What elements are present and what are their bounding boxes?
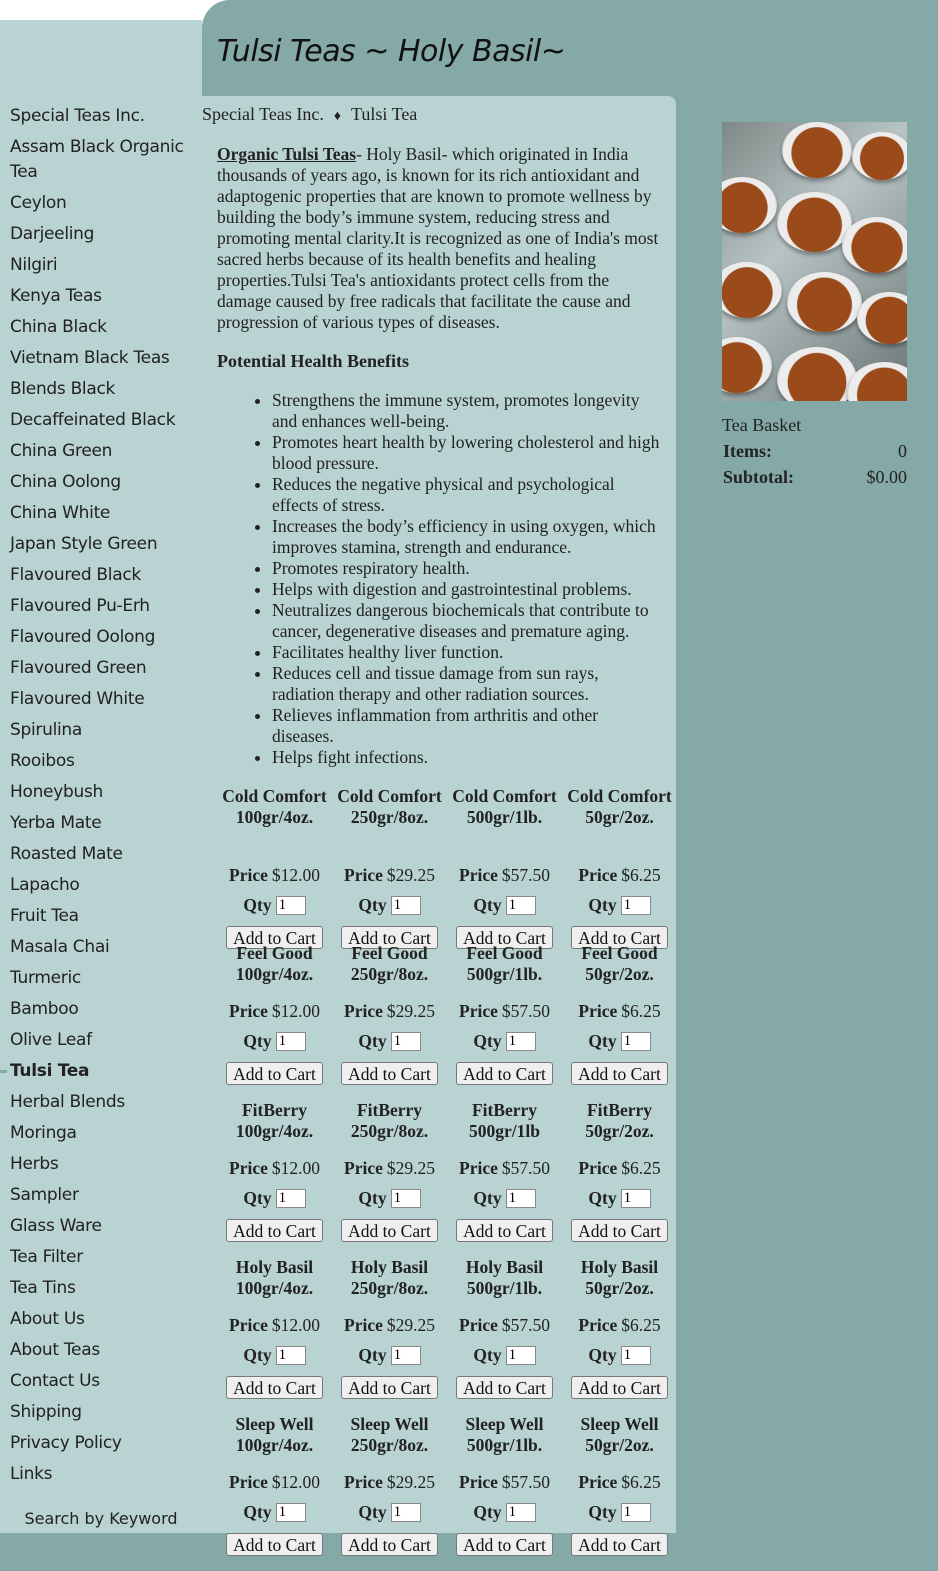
benefit-item: • Reduces cell and tissue damage from sun rays, radiation therapy and other radiation sources. — [272, 663, 662, 705]
product-row — [217, 943, 677, 1100]
product-card — [447, 1100, 562, 1242]
price-label: Price — [229, 1315, 268, 1335]
product-price: $6.25 — [621, 1315, 661, 1335]
sidebar-item[interactable]: Bamboo — [10, 999, 79, 1019]
add-to-cart-button[interactable]: Add to Cart — [456, 1533, 553, 1556]
add-to-cart-button[interactable]: Add to Cart — [571, 1376, 668, 1399]
tea-cup-shape — [777, 192, 852, 252]
basket-items-value: 0 — [898, 441, 907, 461]
tea-cup-shape — [777, 347, 857, 401]
sidebar-item[interactable]: About Teas — [10, 1340, 100, 1360]
tea-cup-shape — [782, 122, 852, 178]
tea-basket-title: Tea Basket — [722, 415, 802, 435]
sidebar-item[interactable]: Fruit Tea — [10, 906, 79, 926]
qty-label: Qty — [358, 1502, 387, 1522]
price-label: Price — [578, 1472, 618, 1492]
sidebar-item[interactable]: Rooibos — [10, 751, 75, 771]
sidebar-item[interactable]: Yerba Mate — [10, 813, 102, 833]
basket-subtotal-value: $0.00 — [866, 467, 907, 487]
add-to-cart-button[interactable]: Add to Cart — [456, 1062, 553, 1085]
sidebar-nav — [10, 104, 195, 1493]
product-price: $57.50 — [501, 1158, 550, 1178]
price-row — [562, 1158, 677, 1179]
price-label: Price — [229, 865, 268, 885]
qty-row — [332, 1345, 447, 1366]
price-label: Price — [578, 1315, 618, 1335]
qty-input[interactable] — [506, 1189, 536, 1208]
qty-row — [217, 1345, 332, 1366]
sidebar-item[interactable]: Japan Style Green — [10, 534, 158, 554]
basket-items-row — [722, 441, 907, 462]
product-name: Cold Comfort 500gr/1lb. — [452, 786, 557, 827]
product-name: Holy Basil 250gr/8oz. — [350, 1257, 429, 1298]
sidebar-item[interactable]: Kenya Teas — [10, 286, 102, 306]
product-price: $12.00 — [271, 865, 320, 885]
intro-text: - Holy Basil- which originated in India thousands of years ago, is known for its rich antioxidant and adaptogenic properties that are known to promote wellness by building the body’s immune system, reducing stress and promoting mental clarity.It is recognized as one of India's most sacred herbs because of its health benefits and healing properties.Tulsi Tea's antioxidants protect cells from the damage caused by free radicals that facilitate the cause and progression of various types of diseases. — [217, 144, 659, 332]
qty-input[interactable] — [506, 1346, 536, 1365]
benefit-item: • Facilitates healthy liver function. — [272, 642, 662, 663]
add-to-cart-button[interactable]: Add to Cart — [226, 1533, 323, 1556]
qty-row — [217, 1188, 332, 1209]
qty-row — [217, 1031, 332, 1052]
price-row — [562, 865, 677, 886]
price-label: Price — [344, 1158, 383, 1178]
add-to-cart-button[interactable]: Add to Cart — [456, 1219, 553, 1242]
product-name: FitBerry 100gr/4oz. — [235, 1100, 314, 1141]
add-to-cart-button[interactable]: Add to Cart — [341, 1533, 438, 1556]
add-to-cart-button[interactable]: Add to Cart — [226, 1219, 323, 1242]
product-price: $29.25 — [386, 1001, 435, 1021]
product-name: Cold Comfort 50gr/2oz. — [567, 786, 672, 827]
add-to-cart-button[interactable]: Add to Cart — [571, 1533, 668, 1556]
price-label: Price — [578, 865, 618, 885]
add-to-cart-button[interactable]: Add to Cart — [456, 926, 553, 949]
tea-cup-shape — [787, 272, 862, 332]
qty-label: Qty — [473, 1345, 502, 1365]
price-row — [447, 1158, 562, 1179]
sidebar-item[interactable]: Sampler — [10, 1185, 79, 1205]
qty-row — [562, 1031, 677, 1052]
organic-tulsi-teas-link[interactable]: Organic Tulsi Teas — [217, 144, 357, 164]
product-name: Sleep Well 500gr/1lb. — [465, 1414, 544, 1455]
product-price: $57.50 — [501, 1315, 550, 1335]
product-card — [217, 1257, 332, 1399]
qty-label: Qty — [358, 1188, 387, 1208]
qty-row — [332, 1502, 447, 1523]
qty-row — [332, 1031, 447, 1052]
price-row — [447, 865, 562, 886]
benefit-item: • Neutralizes dangerous biochemicals that contribute to cancer, degenerative diseases and premature aging. — [272, 600, 662, 642]
tea-cup-shape — [722, 177, 777, 233]
product-price: $6.25 — [621, 1158, 661, 1178]
add-to-cart-button[interactable]: Add to Cart — [571, 1062, 668, 1085]
basket-subtotal-label: Subtotal: — [723, 467, 795, 487]
qty-row — [332, 1188, 447, 1209]
qty-input[interactable] — [621, 1346, 651, 1365]
breadcrumb — [202, 104, 417, 125]
benefit-item: • Promotes heart health by lowering cholesterol and high blood pressure. — [272, 432, 662, 474]
benefit-item: • Relieves inflammation from arthritis and other diseases. — [272, 705, 662, 747]
sidebar-item[interactable]: Roasted Mate — [10, 844, 123, 864]
qty-input[interactable] — [391, 1189, 421, 1208]
sidebar-item[interactable]: Privacy Policy — [10, 1433, 122, 1453]
qty-label: Qty — [588, 1502, 617, 1522]
price-label: Price — [229, 1001, 268, 1021]
qty-label: Qty — [243, 1502, 272, 1522]
product-name: Cold Comfort 250gr/8oz. — [337, 786, 442, 827]
product-price: $57.50 — [501, 1001, 550, 1021]
tea-cup-shape — [852, 132, 907, 180]
product-price: $29.25 — [386, 865, 435, 885]
product-price: $12.00 — [271, 1158, 320, 1178]
sidebar-item[interactable]: Shipping — [10, 1402, 82, 1422]
add-to-cart-button[interactable]: Add to Cart — [341, 1219, 438, 1242]
product-price: $29.25 — [386, 1158, 435, 1178]
benefits-list — [217, 390, 662, 768]
product-price: $57.50 — [501, 865, 550, 885]
qty-input[interactable] — [391, 1503, 421, 1522]
basket-subtotal-row — [722, 467, 907, 488]
sidebar-item[interactable]: Ceylon — [10, 193, 67, 213]
product-card — [562, 1257, 677, 1399]
product-card — [332, 943, 447, 1085]
product-row — [217, 786, 677, 948]
qty-label: Qty — [473, 895, 502, 915]
qty-input[interactable] — [276, 1346, 306, 1365]
top-white-strip — [0, 0, 202, 20]
product-name: Sleep Well 50gr/2oz. — [580, 1414, 659, 1455]
tea-cup-shape — [722, 262, 782, 318]
price-row — [217, 1158, 332, 1179]
sidebar-item[interactable]: Lapacho — [10, 875, 80, 895]
price-label: Price — [459, 1315, 498, 1335]
sidebar-item[interactable]: Herbal Blends — [10, 1092, 125, 1112]
qty-input[interactable] — [506, 896, 536, 915]
product-name: Cold Comfort 100gr/4oz. — [222, 786, 327, 827]
benefit-item: • Promotes respiratory health. — [272, 558, 662, 579]
add-to-cart-button[interactable]: Add to Cart — [341, 926, 438, 949]
product-card — [217, 1100, 332, 1242]
product-card — [447, 943, 562, 1085]
qty-input[interactable] — [621, 1503, 651, 1522]
qty-label: Qty — [588, 895, 617, 915]
sidebar-item[interactable]: Flavoured Pu-Erh — [10, 596, 150, 616]
sidebar-item[interactable]: Blends Black — [10, 379, 116, 399]
sidebar-item[interactable]: Nilgiri — [10, 255, 58, 275]
product-price: $12.00 — [271, 1001, 320, 1021]
sidebar-item[interactable]: China White — [10, 503, 111, 523]
qty-input[interactable] — [276, 1503, 306, 1522]
product-name: FitBerry 500gr/1lb — [469, 1100, 540, 1141]
qty-input[interactable] — [506, 1503, 536, 1522]
search-by-keyword-label: Search by Keyword — [24, 1509, 178, 1528]
price-row — [562, 1472, 677, 1493]
sidebar-item[interactable]: Decaffeinated Black — [10, 410, 176, 430]
sidebar-item[interactable]: Tea Filter — [10, 1247, 83, 1267]
qty-row — [447, 895, 562, 916]
add-to-cart-button[interactable]: Add to Cart — [456, 1376, 553, 1399]
qty-input[interactable] — [621, 1032, 651, 1051]
benefit-item: • Helps fight infections. — [272, 747, 662, 768]
qty-input[interactable] — [276, 1032, 306, 1051]
sidebar-item[interactable]: Tulsi Tea — [10, 1059, 195, 1084]
product-price: $12.00 — [271, 1472, 320, 1492]
sidebar-item[interactable]: Flavoured White — [10, 689, 145, 709]
qty-row — [447, 1188, 562, 1209]
price-row — [217, 865, 332, 886]
qty-label: Qty — [243, 895, 272, 915]
qty-label: Qty — [588, 1345, 617, 1365]
tea-cups-image — [722, 122, 907, 401]
product-card — [447, 1414, 562, 1556]
right-panel — [722, 122, 907, 488]
benefit-item: • Strengthens the immune system, promotes longevity and enhances well-being. — [272, 390, 662, 432]
tea-cup-shape — [847, 362, 907, 401]
qty-label: Qty — [473, 1031, 502, 1051]
product-card — [332, 1414, 447, 1556]
product-card — [562, 786, 677, 949]
benefits-heading: Potential Health Benefits — [217, 351, 409, 371]
qty-row — [562, 1345, 677, 1366]
benefit-item: • Reduces the negative physical and psychological effects of stress. — [272, 474, 662, 516]
price-label: Price — [459, 865, 498, 885]
product-name: Feel Good 50gr/2oz. — [581, 943, 658, 984]
price-row — [447, 1472, 562, 1493]
qty-row — [447, 1502, 562, 1523]
product-card — [562, 943, 677, 1085]
product-price: $12.00 — [271, 1315, 320, 1335]
sidebar-item[interactable]: China Green — [10, 441, 113, 461]
qty-label: Qty — [358, 1031, 387, 1051]
product-card — [217, 786, 332, 949]
qty-input[interactable] — [621, 896, 651, 915]
price-label: Price — [459, 1001, 498, 1021]
price-row — [332, 1315, 447, 1336]
qty-label: Qty — [473, 1502, 502, 1522]
add-to-cart-button[interactable]: Add to Cart — [226, 926, 323, 949]
breadcrumb-separator-icon: ♦ — [333, 109, 342, 124]
product-card — [447, 786, 562, 949]
price-row — [562, 1315, 677, 1336]
qty-row — [447, 1345, 562, 1366]
add-to-cart-button[interactable]: Add to Cart — [571, 926, 668, 949]
product-card — [447, 1257, 562, 1399]
sidebar-item[interactable]: Masala Chai — [10, 937, 110, 957]
product-card — [332, 1257, 447, 1399]
price-label: Price — [229, 1472, 268, 1492]
product-price: $29.25 — [386, 1472, 435, 1492]
qty-row — [447, 1031, 562, 1052]
product-card — [217, 1414, 332, 1556]
qty-row — [217, 1502, 332, 1523]
sidebar-item[interactable]: Vietnam Black Teas — [10, 348, 170, 368]
breadcrumb-current: Tulsi Tea — [351, 104, 418, 124]
sidebar-item[interactable]: Olive Leaf — [10, 1030, 92, 1050]
price-row — [217, 1472, 332, 1493]
product-price: $6.25 — [621, 865, 661, 885]
sidebar-item[interactable]: Flavoured Oolong — [10, 627, 156, 647]
product-price: $6.25 — [621, 1472, 661, 1492]
price-label: Price — [578, 1158, 618, 1178]
qty-row — [217, 895, 332, 916]
qty-label: Qty — [243, 1031, 272, 1051]
sidebar-item[interactable]: Moringa — [10, 1123, 77, 1143]
add-to-cart-button[interactable]: Add to Cart — [226, 1376, 323, 1399]
product-card — [562, 1414, 677, 1556]
sidebar-item[interactable]: China Black — [10, 317, 107, 337]
sidebar-item[interactable]: Honeybush — [10, 782, 103, 802]
sidebar-item[interactable]: Assam Black Organic Tea — [10, 137, 184, 182]
qty-label: Qty — [473, 1188, 502, 1208]
sidebar-item[interactable]: About Us — [10, 1309, 85, 1329]
product-card — [217, 943, 332, 1085]
product-row — [217, 1257, 677, 1414]
product-name: Sleep Well 250gr/8oz. — [350, 1414, 429, 1455]
qty-row — [562, 1502, 677, 1523]
basket-items-label: Items: — [723, 441, 772, 461]
qty-input[interactable] — [276, 896, 306, 915]
price-row — [332, 1472, 447, 1493]
sidebar-item[interactable]: Flavoured Black — [10, 565, 141, 585]
qty-label: Qty — [588, 1188, 617, 1208]
sidebar-item[interactable]: China Oolong — [10, 472, 121, 492]
sidebar-item[interactable]: Flavoured Green — [10, 658, 147, 678]
product-card — [562, 1100, 677, 1242]
price-label: Price — [459, 1158, 498, 1178]
page-title: Tulsi Teas ~ Holy Basil~ — [217, 34, 566, 69]
product-name: Holy Basil 100gr/4oz. — [235, 1257, 314, 1298]
qty-input[interactable] — [391, 1346, 421, 1365]
price-row — [447, 1001, 562, 1022]
qty-input[interactable] — [506, 1032, 536, 1051]
qty-input[interactable] — [621, 1189, 651, 1208]
price-row — [332, 865, 447, 886]
tea-cup-shape — [842, 217, 907, 273]
price-label: Price — [344, 865, 383, 885]
qty-label: Qty — [358, 1345, 387, 1365]
product-name: FitBerry 50gr/2oz. — [585, 1100, 654, 1141]
price-row — [217, 1001, 332, 1022]
add-to-cart-button[interactable]: Add to Cart — [341, 1376, 438, 1399]
sidebar-item[interactable]: Special Teas Inc. — [10, 106, 145, 126]
product-price: $6.25 — [621, 1001, 661, 1021]
tea-cup-shape — [722, 337, 772, 393]
qty-label: Qty — [358, 895, 387, 915]
price-label: Price — [344, 1001, 383, 1021]
tea-cup-shape — [857, 292, 907, 344]
sidebar-item[interactable]: Tea Tins — [10, 1278, 76, 1298]
product-name: Holy Basil 50gr/2oz. — [580, 1257, 659, 1298]
qty-row — [562, 1188, 677, 1209]
sidebar-item[interactable]: Contact Us — [10, 1371, 100, 1391]
qty-label: Qty — [588, 1031, 617, 1051]
sidebar-item[interactable]: Turmeric — [10, 968, 81, 988]
price-label: Price — [344, 1315, 383, 1335]
price-label: Price — [229, 1158, 268, 1178]
sidebar-item[interactable]: Darjeeling — [10, 224, 95, 244]
product-row — [217, 1100, 677, 1257]
qty-input[interactable] — [276, 1189, 306, 1208]
sidebar-item[interactable]: Spirulina — [10, 720, 83, 740]
product-price: $29.25 — [386, 1315, 435, 1335]
price-row — [447, 1315, 562, 1336]
qty-label: Qty — [243, 1345, 272, 1365]
product-name: Holy Basil 500gr/1lb. — [465, 1257, 544, 1298]
product-row — [217, 1414, 677, 1571]
product-card — [332, 1100, 447, 1242]
product-name: Feel Good 250gr/8oz. — [350, 943, 429, 984]
price-row — [332, 1001, 447, 1022]
price-row — [562, 1001, 677, 1022]
price-label: Price — [459, 1472, 498, 1492]
intro-paragraph — [217, 144, 662, 333]
price-row — [217, 1315, 332, 1336]
product-name: Sleep Well 100gr/4oz. — [235, 1414, 314, 1455]
qty-input[interactable] — [391, 896, 421, 915]
benefit-item: • Helps with digestion and gastrointestinal problems. — [272, 579, 662, 600]
price-label: Price — [344, 1472, 383, 1492]
product-name: Feel Good 500gr/1lb. — [466, 943, 543, 984]
sidebar-item[interactable]: Herbs — [10, 1154, 59, 1174]
product-card — [332, 786, 447, 949]
breadcrumb-home-link[interactable]: Special Teas Inc. — [202, 104, 324, 124]
price-label: Price — [578, 1001, 618, 1021]
product-name: Feel Good 100gr/4oz. — [235, 943, 314, 984]
qty-row — [332, 895, 447, 916]
qty-label: Qty — [243, 1188, 272, 1208]
product-price: $57.50 — [501, 1472, 550, 1492]
price-row — [332, 1158, 447, 1179]
add-to-cart-button[interactable]: Add to Cart — [571, 1219, 668, 1242]
sidebar-item[interactable]: Links — [10, 1464, 53, 1484]
qty-input[interactable] — [391, 1032, 421, 1051]
add-to-cart-button[interactable]: Add to Cart — [341, 1062, 438, 1085]
product-name: FitBerry 250gr/8oz. — [350, 1100, 429, 1141]
product-grid — [217, 786, 677, 1571]
qty-row — [562, 895, 677, 916]
add-to-cart-button[interactable]: Add to Cart — [226, 1062, 323, 1085]
main-content — [202, 96, 676, 1555]
sidebar-item[interactable]: Glass Ware — [10, 1216, 102, 1236]
benefit-item: • Increases the body’s efficiency in using oxygen, which improves stamina, strength and endurance. — [272, 516, 662, 558]
